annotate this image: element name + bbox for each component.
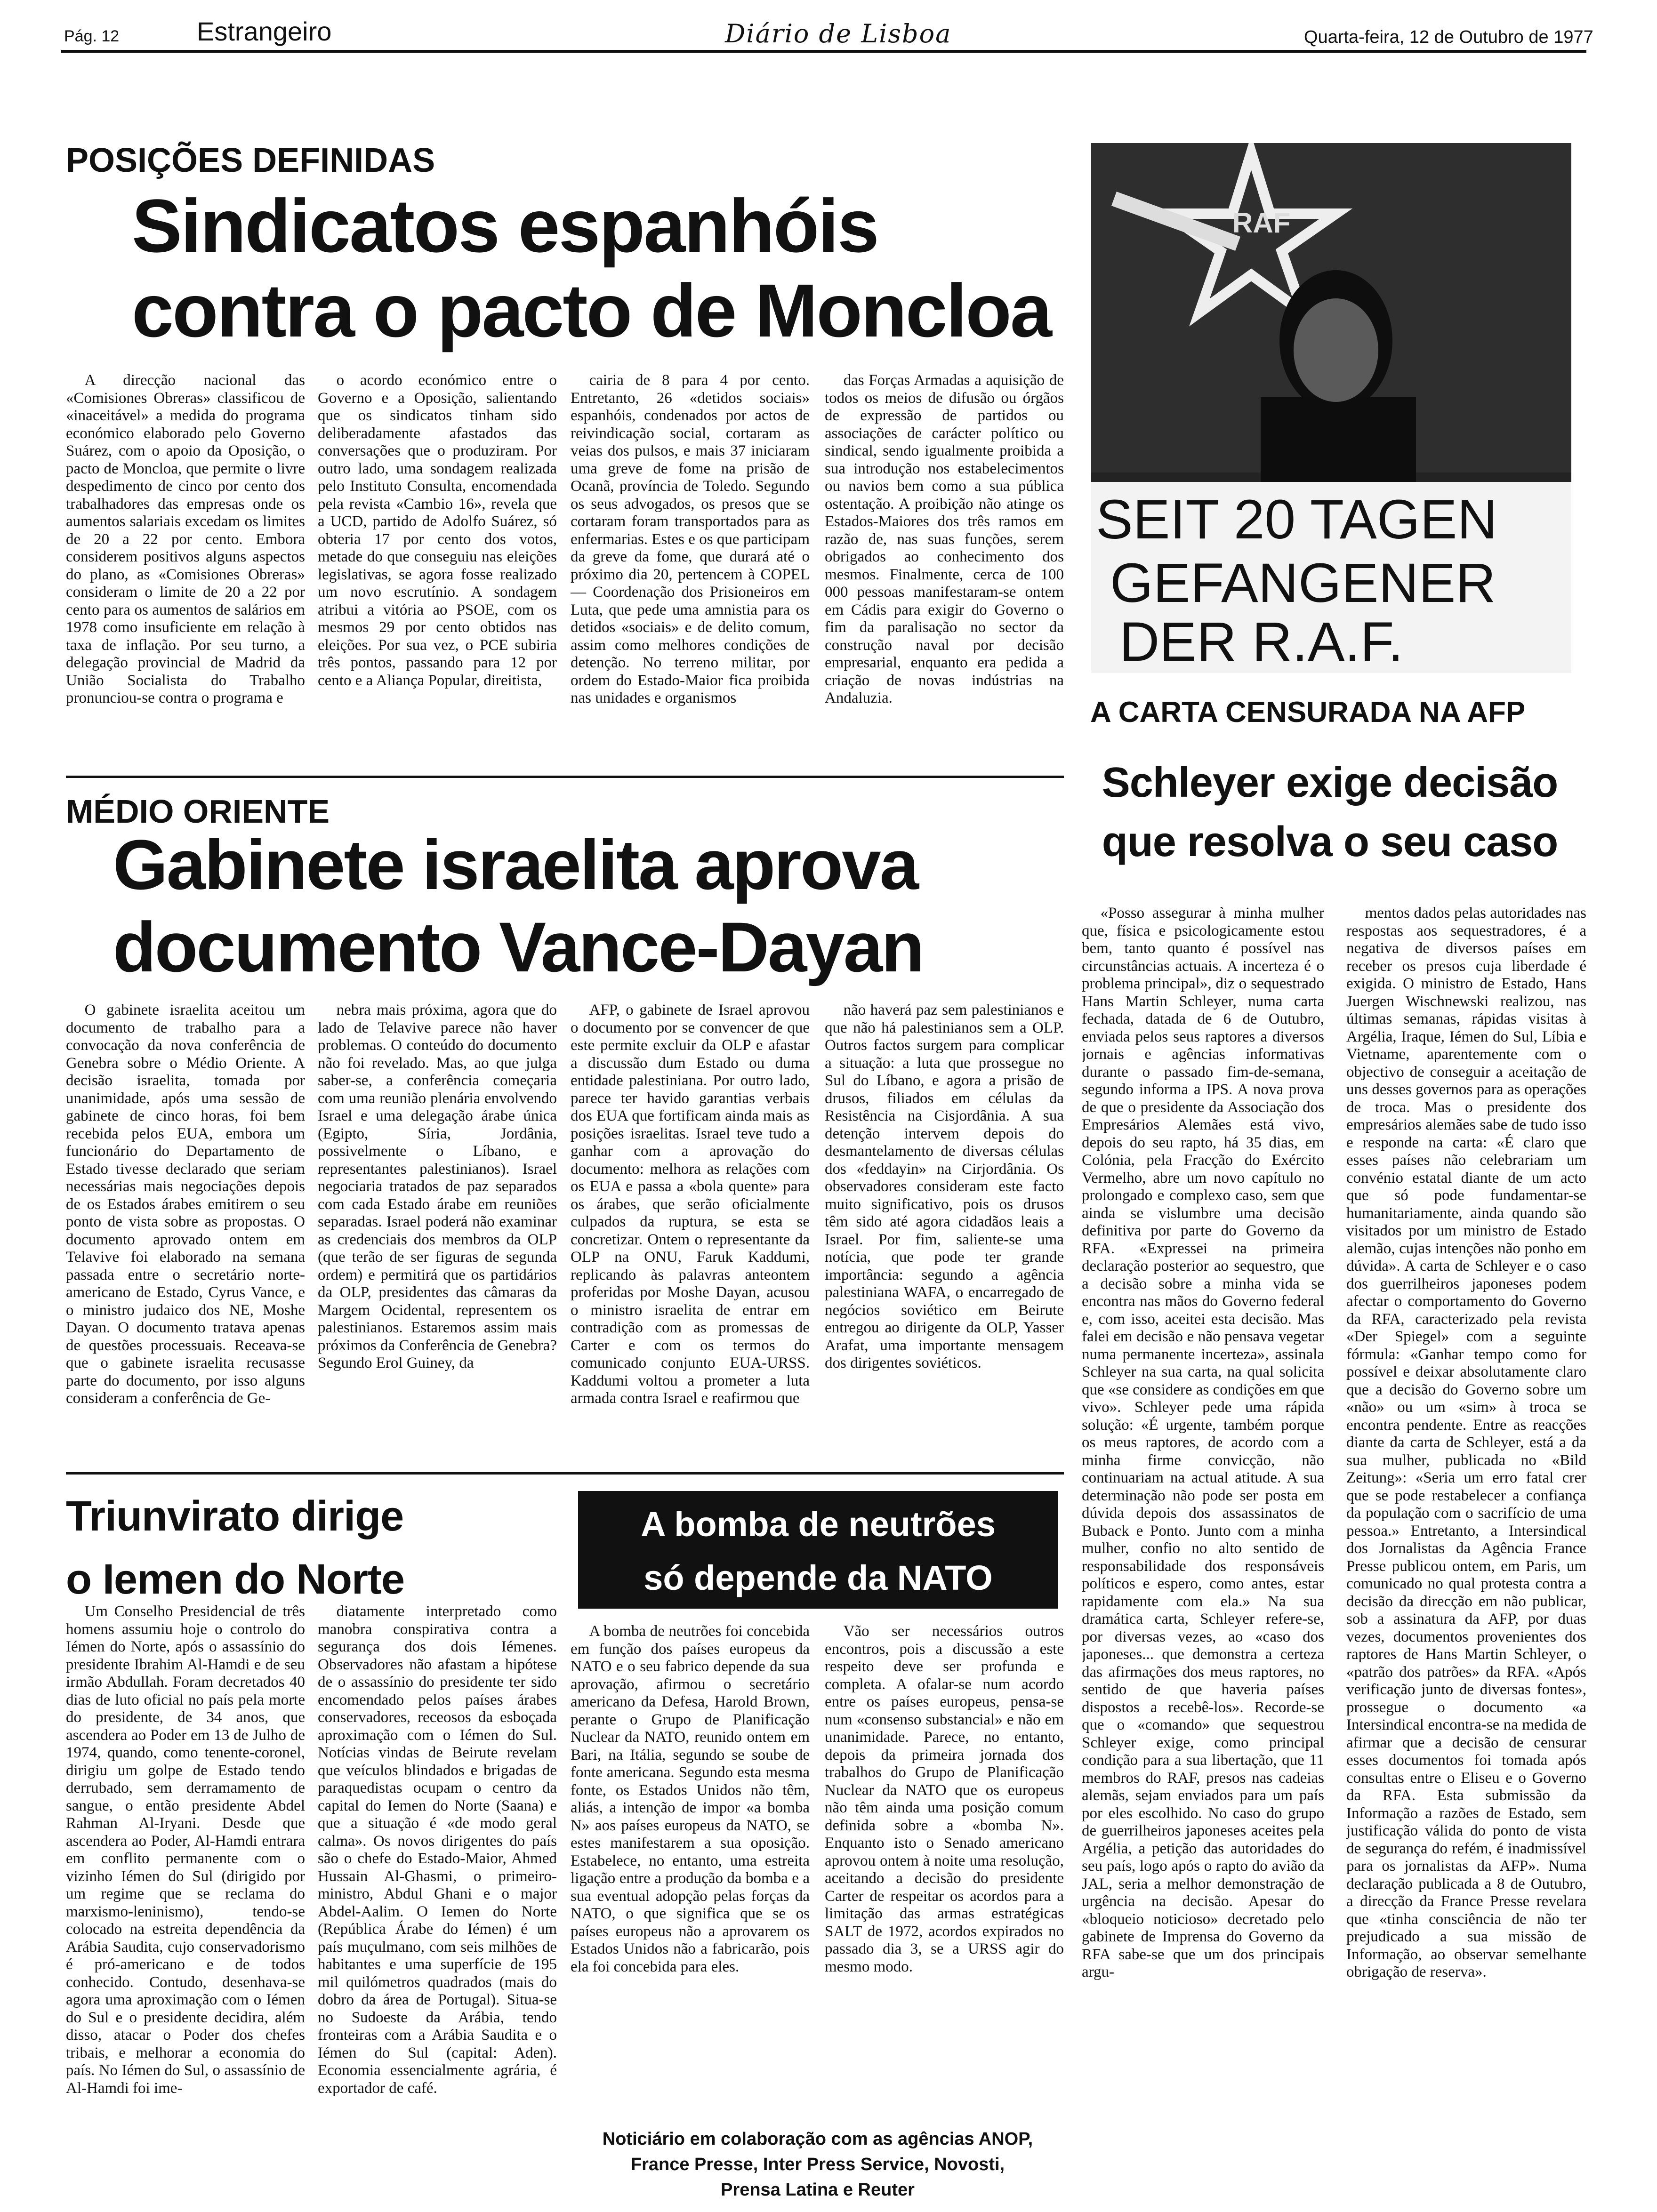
article4-headline-line2: o Iemen do Norte xyxy=(66,1556,405,1603)
divider-article1 xyxy=(66,776,1064,778)
article1-column-2: o acordo económico entre o Governo e a Oposição, salientando que os sindicatos tinham sido deliberadamente afastados das conversações que o produziram. Por outro lado, uma sondagem realizada pelo Instituto Consulta, encomendada pela revista «Cambio 16», revela que a UCD, partido de Adolfo Suárez, só obteria 17 por cento dos votos, metade do que conseguiu nas eleições legislativas, se agora fosse realizado um novo escrutínio. A sondagem atribui a vitória ao PSOE, com os mesmos 29 por cento obtidos nas eleições. Por sua vez, o PCE subiria três pontos, passando para 12 por cento e a Aliança Popular, direitista, xyxy=(318,372,557,689)
article4-column-2: diatamente interpretado como manobra conspirativa contra a segurança dos dois Iémenes. Observadores não afastam a hipótese de o assassínio do presidente ter sido encomendado pelos países árabes conservadores, receosos da esboçada aproximação com o Iémen do Sul. Notícias vindas de Beirute revelam que veículos blindados e brigadas de paraquedistas ocupam o centro da capital do Iemen do Norte (Saana) e que a situação é «de modo geral calma». Os novos dirigentes do país são o chefe do Estado-Maior, Ahmed Hussain Al-Ghasmi, o primeiro-ministro, Abdul Ghani e o major Abdel-Aalim. O Iemen do Norte (República Árabe do Iémen) é um país muçulmano, com seis milhões de habitantes e uma superfície de 195 mil quilómetros quadrados (mais do dobro da área de Portugal). Situa-se no Sudoeste da Arábia, tendo fronteiras com a Arábia Saudita e o Iémen do Sul (capital: Aden). Economia essencialmente agrária, é exportador de café. xyxy=(318,1603,557,2097)
article1-headline-line2: contra o pacto de Moncloa xyxy=(132,268,1051,353)
article5-headline-box xyxy=(578,1491,1058,1609)
article5-column-2: Vão ser necessários outros encontros, pois a discussão a este respeito deve ser profunda e completa. A ofalar-se num acordo entre os países europeus, pensa-se num «consenso substancial» e não em unanimidade. Parece, no entanto, depois da primeira jornada dos trabalhos do Grupo de Planificação Nuclear da NATO que os europeus não têm ainda uma posição comum definida sobre a «bomba N». Enquanto isto o Senado americano aprovou ontem à noite uma resolução, aceitando a decisão do presidente Carter de respeitar os acordos para a limitação das armas estratégicas SALT de 1972, acordos expirados no passado dia 3, se a URSS agir do mesmo modo. xyxy=(825,1623,1064,1975)
agency-credit-line1: Noticiário em colaboração com as agências ANOP, xyxy=(602,2129,1033,2149)
page-number: Pág. 12 xyxy=(64,27,120,45)
article1-column-4: das Forças Armadas a aquisição de todos os meios de difusão ou órgãos de expressão de partidos ou associações de carácter político ou sindical, sendo igualmente proibida a sua introdução nos estabelecimentos ou navios bem como a sua pública ostentação. A proibição não atinge os Estados-Maiores dos três ramos em razão de, nas suas funções, serem obrigados ao conhecimento dos mesmos. Finalmente, cerca de 100 000 pessoas manifestaram-se ontem em Cádis para exigir do Governo o fim da paralisação no sector da construção naval por decisão empresarial, enquanto era pedida a criação de novas indústrias na Andaluzia. xyxy=(825,372,1064,706)
article5-headline-line1: A bomba de neutrões xyxy=(641,1505,996,1544)
sign-line1: SEIT 20 TAGEN xyxy=(1096,489,1497,551)
article2-headline-line1: Schleyer exige decisão xyxy=(1102,759,1558,806)
sign-line2: GEFANGENER xyxy=(1110,552,1496,614)
article3-headline-line2: documento Vance-Dayan xyxy=(113,907,923,986)
divider-article3 xyxy=(66,1472,1064,1475)
article4-column-1: Um Conselho Presidencial de três homens assumiu hoje o controlo do Iémen do Norte, após o assassínio do presidente Ibrahim Al-Hamdi e de seu irmão Abdullah. Foram decretados 40 dias de luto oficial no país pela morte do presidente, de 34 anos, que ascendera ao Poder em 13 de Julho de 1974, quando, como tenente-coronel, dirigiu um golpe de Estado tendo derrubado, sem derramamento de sangue, o então presidente Abdel Rahman Al-Iryani. Desde que ascendera ao Poder, Al-Hamdi entrara em conflito permanente com o vizinho Iémen do Sul (dirigido por um regime que se reclama do marxismo-leninismo), tendo-se colocado na estreita dependência da Arábia Saudita, cujo conservadorismo é pró-americano e de todos conhecido. Contudo, desenhava-se agora uma aproximação com o Iémen do Sul e o presidente decidira, além disso, atacar o Poder dos chefes tribais, e melhorar a economia do país. No Iémen do Sul, o assassínio de Al-Hamdi foi ime- xyxy=(66,1603,305,2097)
article2-column-2: mentos dados pelas autoridades nas respostas aos sequestradores, é a negativa de diversos países em receber os presos cuja liberdade é exigida. O ministro de Estado, Hans Juergen Wischnewski realizou, nas últimas semanas, rápidas visitas à Argélia, Iraque, Iémen do Sul, Líbia e Vietname, aparentemente com o objectivo de conseguir a aceitação de uns desses governos para as operações de troca. Mas o presidente dos empresários alemães sabe de tudo isso e responde na carta: «É claro que esses países não celebrariam um convénio estatal diante de um acto que só pode fundamentar-se humanitariamente, ainda quando são visitados por um ministro de Estado alemão, cujas intenções não ponho em dúvida». A carta de Schleyer e o caso dos guerrilheiros japoneses podem afectar o comportamento do Governo da RFA, caracterizado pela revista «Der Spiegel» com a seguinte fórmula: «Ganhar tempo como for possível e deixar absolutamente claro que a decisão do Governo sobre um «não» ou um «sim» à troca se encontra pendente. Entre as reacções diante da carta de Schleyer, está a da sua mulher, publicada no «Bild Zeitung»: «Seria um erro fatal crer que se pode restabelecer a confiança da população com o sacrifício de uma pessoa.» Entretanto, a Intersindical dos Jornalistas da Agência France Presse publicou ontem, em Paris, um comunicado no qual protesta contra a decisão da direcção em não publicar, sob a assinatura da AFP, por duas vezes, documentos provenientes dos raptores de Hans Martin Schleyer, o «patrão dos patrões» da RFA. «Após verificação junto de diversas fontes», prossegue o documento «a Intersindical encontra-se na medida de afirmar que a decisão de censurar esses documentos foi tomada após consultas entre o Eliseu e o Governo da RFA. Esta submissão da Informação a razões de Estado, sem justificação válida do ponto de vista de segurança do refém, é inadmissível para os jornalistas da AFP». Numa declaração publicada a 8 de Outubro, a direcção da France Presse revelara que «tinha consciência de não ter prejudicado a sua missão de Informação, ao observar semelhante obrigação de reserva». xyxy=(1346,905,1586,1980)
section-label: Estrangeiro xyxy=(197,16,332,46)
article3-column-2: nebra mais próxima, agora que do lado de Telavive parece não haver problemas. O conteúdo do documento não foi revelado. Mas, ao que julga saber-se, a conferência começaria com uma reunião plenária envolvendo Israel e uma delegação árabe única (Egipto, Síria, Jordânia, possivelmente o Líbano, e representantes palestinianos). Israel negociaria tratados de paz separados com cada Estado árabe em reuniões separadas. Israel poderá não examinar as credenciais dos membros da OLP (que terão de ser figuras de segunda ordem) e permitirá que os partidários da OLP, presidentes das câmaras da Margem Ocidental, representem os palestinianos. Estaremos assim mais próximos da Conferência de Genebra? Segundo Erol Guiney, da xyxy=(318,1002,557,1371)
issue-date: Quarta-feira, 12 de Outubro de 1977 xyxy=(1304,27,1593,47)
article4-headline xyxy=(66,1488,404,1608)
sign-line3: DER R.A.F. xyxy=(1119,611,1404,673)
article1-column-3: cairia de 8 para 4 por cento. Entretanto, 26 «detidos sociais» espanhóis, condenados por actos de reivindicação social, cortaram as veias dos pulsos, e mais 37 iniciaram uma greve de fome na prisão de Ocanã, província de Toledo. Segundo os seus advogados, os presos que se cortaram foram transportados para as enfermarias. Estes e os que participam da greve da fome, que durará até o próximo dia 20, pertencem à COPEL — Coordenação dos Prisioneiros em Luta, que pede uma amnistia para os detidos «sociais» e de delito comum, assim como melhores condições de detenção. No terreno militar, por ordem do Estado-Maior fica proibida nas unidades e organismos xyxy=(571,372,810,706)
article2-headline xyxy=(1083,753,1577,872)
agency-credit-line2: France Presse, Inter Press Service, Novosti, xyxy=(630,2155,1005,2174)
article3-headline-line1: Gabinete israelita aprova xyxy=(113,825,918,904)
star-label: RAF xyxy=(1232,207,1291,239)
header-rule xyxy=(61,50,1586,53)
article3-column-3: AFP, o gabinete de Israel aprovou o documento por se convencer de que este permite excluir da OLP e afastar a discussão dum Estado ou duma entidade palestiniana. Por outro lado, parece ter havido garantias verbais dos EUA que fortificam ainda mais as posições israelitas. Israel teve tudo a ganhar com a aprovação do documento: melhora as relações com os EUA e passa a «bola quente» para os árabes, que serão oficialmente culpados da ruptura, se esta se concretizar. Ontem o representante da OLP na ONU, Faruk Kaddumi, replicando às palavras anteontem proferidas por Moshe Dayan, acusou o ministro israelita de entrar em contradição com as promessas de Carter e com os termos do comunicado conjunto EUA-URSS. Kaddumi voltou a prometer a luta armada contra Israel e reafirmou que xyxy=(571,1002,810,1407)
article4-headline-line1: Triunvirato dirige xyxy=(66,1493,404,1540)
article3-kicker: MÉDIO ORIENTE xyxy=(66,793,330,830)
article1-column-1: A direcção nacional das «Comisiones Obreras» classificou de «inaceitável» a medida do programa económico elaborado pelo Governo Suárez, com o apoio da Oposição, o pacto de Moncloa, que permite o livre despedimento de cinco por cento dos trabalhadores das empresas onde os aumentos salariais excedam os limites de 20 a 22 por cento. Embora considerem positivos alguns aspectos do plano, as «Comisiones Obreras» consideram o limite de 20 a 22 por cento para os aumentos de salários em 1978 como insuficiente em relação à taxa de inflação. Por seu turno, a delegação provincial de Madrid da União Socialista do Trabalho pronunciou-se contra o programa e xyxy=(66,372,305,706)
schleyer-photo xyxy=(1091,143,1571,673)
article2-column-1: «Posso assegurar à minha mulher que, física e psicologicamente estou bem, tanto quanto é possível nas circunstâncias actuais. A incerteza é o problema principal», diz o sequestrado Hans Martin Schleyer, numa carta fechada, datada de 6 de Outubro, enviada pelos seus raptores a diversos jornais e agências informativas durante o passado fim-de-semana, segundo informa a IPS. A nova prova de que o presidente da Associação dos Empresários Alemães está vivo, depois do seu rapto, há 35 dias, em Colónia, pela Fracção do Exército Vermelho, abre um novo capítulo no prolongado e complexo caso, sem que ainda se vislumbre uma decisão definitiva por parte do Governo da RFA. «Expressei na primeira declaração posterior ao sequestro, que a decisão sobre a minha vida se encontra nas mãos do Governo federal e, com isso, aceitei esta decisão. Mas falei em decisão e não pensava vegetar numa permanente incerteza», assinala Schleyer na sua carta, na qual solicita que «se considere as condições em que vivo». Schleyer pede uma rápida solução: «É urgente, também porque os meus raptores, de acordo com a minha firme convicção, não continuariam na actual atitude. A sua determinação não pode ser posta em dúvida depois dos assassinatos de Buback e Ponto. Junto com a minha mulher, confio no alto sentido de responsabilidade dos responsáveis políticos e espero, como antes, estar rapidamente com ela.» Na sua dramática carta, Schleyer refere-se, por diversas vezes, ao «caso dos japoneses... que demonstra a certeza das afirmações dos meus raptores, no sentido de que haveria países dispostos a recebê-los». Recorde-se que o «comando» que sequestrou Schleyer exige, como principal condição para a sua libertação, que 11 membros do RAF, presos nas cadeias alemãs, sejam enviados para um país por eles escolhido. No caso do grupo de guerrilheiros japoneses aceites pela Argélia, a petição das autoridades do seu país, logo após o rapto do avião da JAL, seria a melhor demonstração de urgência na decisão. Apesar do «bloqueio noticioso» decretado pelo gabinete de Imprensa do Governo da RFA sabe-se que um dos principais argu- xyxy=(1082,905,1324,1980)
agency-credit-line3: Prensa Latina e Reuter xyxy=(721,2180,915,2200)
article3-headline xyxy=(113,824,923,988)
article5-headline-line2: só depende da NATO xyxy=(643,1558,993,1597)
masthead: Diário de Lisboa xyxy=(725,19,952,48)
article2-headline-line2: que resolva o seu caso xyxy=(1102,818,1558,866)
article5-column-1: A bomba de neutrões foi concebida em função dos países europeus da NATO e o seu fabrico depende da sua aprovação, afirmou o secretário americano da Defesa, Harold Brown, perante o Grupo de Planificação Nuclear da NATO, reunido ontem em Bari, na Itália, segundo se soube de fonte americana. Segundo esta mesma fonte, os Estados Unidos não têm, aliás, a intenção de impor «a bomba N» aos países europeus da NATO, se estes manifestarem a sua oposição. Estabelece, no entanto, uma estreita ligação entre a produção da bomba e a sua eventual adopção pelas forças da NATO, o que significa que se os países europeus não a aprovarem os Estados Unidos não a fabricarão, pois ela foi concebida para eles. xyxy=(571,1623,810,1975)
article1-headline xyxy=(132,184,1051,353)
article2-kicker: A CARTA CENSURADA NA AFP xyxy=(1090,696,1526,729)
article3-column-4: não haverá paz sem palestinianos e que não há palestinianos sem a OLP. Outros factos surgem para complicar a situação: a luta que prossegue no Sul do Líbano, e agora a prisão de drusos, filiados em células da Resistência na Cisjordânia. A sua detenção intervem depois do desmantelamento de diversas células dos «feddayin» na Cirjordânia. Os observadores consideram este facto muito significativo, pois os drusos têm sido até agora cidadãos leais a Israel. Por fim, saliente-se uma notícia, que pode ter grande importância: segundo a agência palestiniana WAFA, o encarregado de negócios soviético em Beirute entregou ao dirigente da OLP, Yasser Arafat, uma importante mensagem dos dirigentes soviéticos. xyxy=(825,1002,1064,1371)
photo-artwork xyxy=(1091,143,1571,673)
article1-headline-line1: Sindicatos espanhóis xyxy=(132,184,878,268)
article1-kicker: POSIÇÕES DEFINIDAS xyxy=(66,142,435,179)
article3-column-1: O gabinete israelita aceitou um documento de trabalho para a convocação da nova conferência de Genebra sobre o Médio Oriente. A decisão israelita, tomada por unanimidade, após uma sessão de gabinete de cinco horas, foi bem recebida pelos EUA, embora um funcionário do Departamento de Estado tivesse declarado que seriam necessárias mais negociações depois de os Estados árabes emitirem o seu ponto de vista sobre as propostas. O documento aprovado ontem em Telavive foi elaborado na semana passada entre o secretário norte-americano de Estado, Cyrus Vance, e o ministro judaico dos NE, Moshe Dayan. O documento tratava apenas de questões processuais. Receava-se que o gabinete israelita recusasse parte do documento, por isso alguns consideram a conferência de Ge- xyxy=(66,1002,305,1407)
agency-credit xyxy=(571,2126,1065,2203)
